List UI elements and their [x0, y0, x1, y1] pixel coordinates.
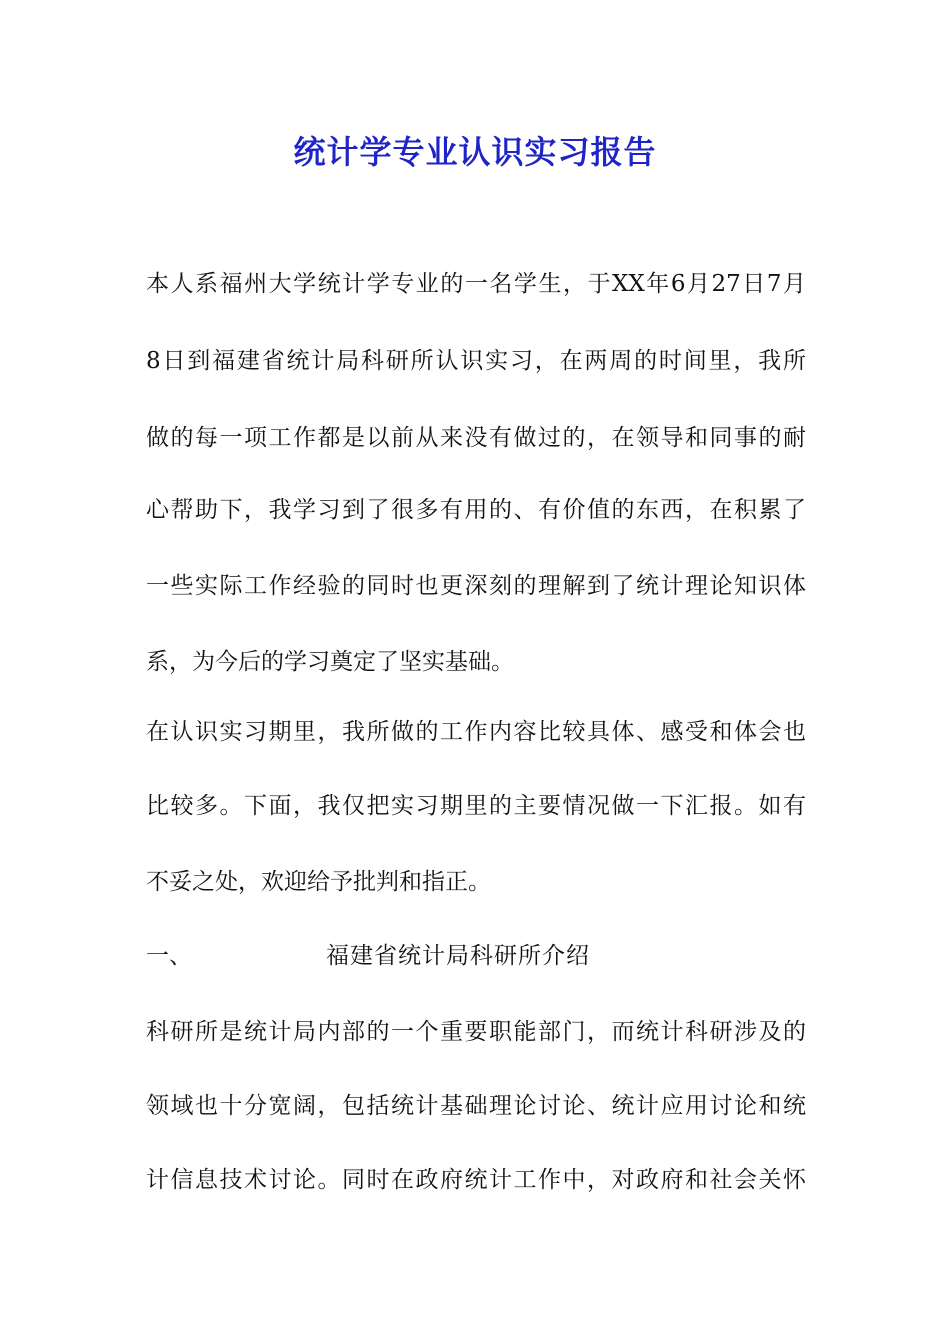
text-line: 比较多。下面，我仅把实习期里的主要情况做一下汇报。如有	[146, 793, 806, 819]
text-line: 心帮助下，我学习到了很多有用的、有价值的东西，在积累了	[146, 497, 806, 523]
text-line: 8日到福建省统计局科研所认识实习，在两周的时间里，我所	[146, 348, 806, 374]
section-number: 一、	[146, 943, 192, 969]
text-line: 领域也十分宽阔，包括统计基础理论讨论、统计应用讨论和统	[146, 1093, 806, 1119]
text-line: 做的每一项工作都是以前从来没有做过的，在领导和同事的耐	[146, 425, 806, 451]
text-line: 一些实际工作经验的同时也更深刻的理解到了统计理论知识体	[146, 573, 806, 599]
text-line: 在认识实习期里，我所做的工作内容比较具体、感受和体会也	[146, 719, 806, 745]
text-line: 不妥之处，欢迎给予批判和指正。	[146, 869, 491, 895]
text-line: 计信息技术讨论。同时在政府统计工作中，对政府和社会关怀	[146, 1167, 806, 1193]
text-line: 本人系福州大学统计学专业的一名学生，于XX年6月27日7月	[146, 271, 807, 297]
text-line: 系，为今后的学习奠定了坚实基础。	[146, 649, 514, 675]
document-title: 统计学专业认识实习报告	[293, 133, 657, 171]
text-line: 科研所是统计局内部的一个重要职能部门，而统计科研涉及的	[146, 1019, 806, 1045]
section-heading-text: 福建省统计局科研所介绍	[326, 943, 590, 969]
